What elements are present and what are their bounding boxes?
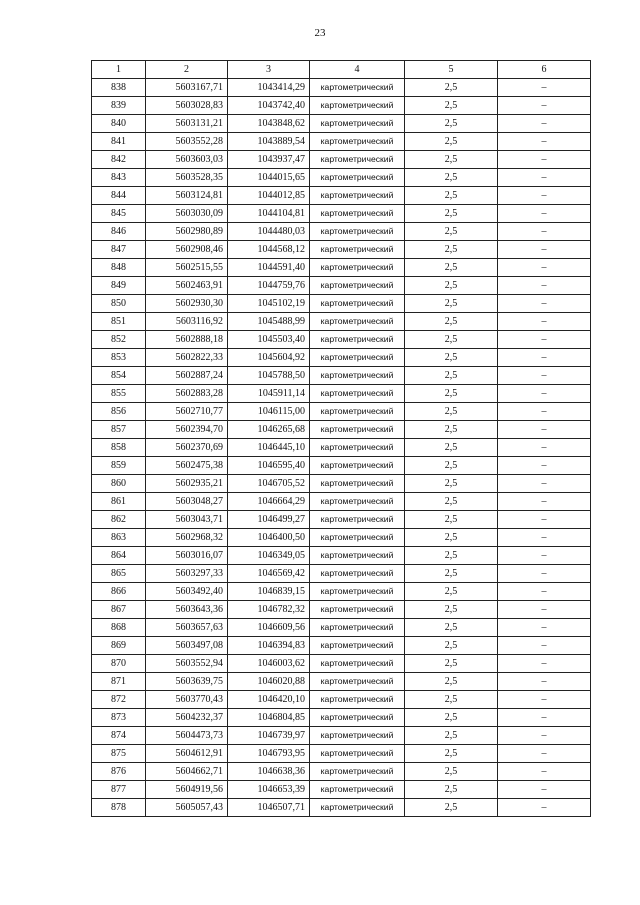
method-cell: картометрический [310,403,405,421]
x-coordinate-cell: 5602968,32 [146,529,228,547]
y-coordinate-cell: 1046653,39 [228,781,310,799]
accuracy-cell: 2,5 [405,475,498,493]
accuracy-cell: 2,5 [405,133,498,151]
point-number-cell: 859 [92,457,146,475]
note-cell: – [498,385,591,403]
accuracy-cell: 2,5 [405,781,498,799]
x-coordinate-cell: 5603603,03 [146,151,228,169]
method-cell: картометрический [310,439,405,457]
note-cell: – [498,511,591,529]
x-coordinate-cell: 5605057,43 [146,799,228,817]
table-row [92,331,591,349]
method-cell: картометрический [310,709,405,727]
table-row [92,133,591,151]
y-coordinate-cell: 1046499,27 [228,511,310,529]
accuracy-cell: 2,5 [405,673,498,691]
table-row [92,637,591,655]
accuracy-cell: 2,5 [405,313,498,331]
table-row [92,799,591,817]
y-coordinate-cell: 1045488,99 [228,313,310,331]
table-row [92,727,591,745]
y-coordinate-cell: 1044015,65 [228,169,310,187]
method-cell: картометрический [310,457,405,475]
x-coordinate-cell: 5603030,09 [146,205,228,223]
table-row [92,169,591,187]
table-row [92,259,591,277]
x-coordinate-cell: 5603639,75 [146,673,228,691]
method-cell: картометрический [310,727,405,745]
point-number-cell: 844 [92,187,146,205]
coordinates-table [91,60,591,817]
method-cell: картометрический [310,565,405,583]
accuracy-cell: 2,5 [405,241,498,259]
y-coordinate-cell: 1046420,10 [228,691,310,709]
accuracy-cell: 2,5 [405,727,498,745]
x-coordinate-cell: 5603770,43 [146,691,228,709]
x-coordinate-cell: 5602822,33 [146,349,228,367]
note-cell: – [498,187,591,205]
method-cell: картометрический [310,313,405,331]
point-number-cell: 858 [92,439,146,457]
x-coordinate-cell: 5602935,21 [146,475,228,493]
point-number-cell: 878 [92,799,146,817]
point-number-cell: 840 [92,115,146,133]
table-row [92,457,591,475]
y-coordinate-cell: 1045604,92 [228,349,310,367]
point-number-cell: 838 [92,79,146,97]
note-cell: – [498,313,591,331]
table-row [92,79,591,97]
y-coordinate-cell: 1046115,00 [228,403,310,421]
y-coordinate-cell: 1046739,97 [228,727,310,745]
table-row [92,439,591,457]
point-number-cell: 871 [92,673,146,691]
accuracy-cell: 2,5 [405,583,498,601]
accuracy-cell: 2,5 [405,385,498,403]
accuracy-cell: 2,5 [405,601,498,619]
accuracy-cell: 2,5 [405,619,498,637]
method-cell: картометрический [310,421,405,439]
point-number-cell: 870 [92,655,146,673]
x-coordinate-cell: 5604919,56 [146,781,228,799]
y-coordinate-cell: 1046400,50 [228,529,310,547]
table-row [92,691,591,709]
y-coordinate-cell: 1046804,85 [228,709,310,727]
table-row [92,745,591,763]
x-coordinate-cell: 5603552,28 [146,133,228,151]
point-number-cell: 872 [92,691,146,709]
note-cell: – [498,349,591,367]
y-coordinate-cell: 1044012,85 [228,187,310,205]
y-coordinate-cell: 1044568,12 [228,241,310,259]
table-row [92,385,591,403]
accuracy-cell: 2,5 [405,511,498,529]
table-row [92,781,591,799]
point-number-cell: 852 [92,331,146,349]
method-cell: картометрический [310,637,405,655]
point-number-cell: 866 [92,583,146,601]
method-cell: картометрический [310,745,405,763]
note-cell: – [498,421,591,439]
point-number-cell: 850 [92,295,146,313]
accuracy-cell: 2,5 [405,79,498,97]
note-cell: – [498,475,591,493]
accuracy-cell: 2,5 [405,763,498,781]
table-row [92,709,591,727]
method-cell: картометрический [310,331,405,349]
point-number-cell: 864 [92,547,146,565]
point-number-cell: 842 [92,151,146,169]
y-coordinate-cell: 1043848,62 [228,115,310,133]
accuracy-cell: 2,5 [405,421,498,439]
y-coordinate-cell: 1046349,05 [228,547,310,565]
y-coordinate-cell: 1044591,40 [228,259,310,277]
accuracy-cell: 2,5 [405,637,498,655]
x-coordinate-cell: 5604612,91 [146,745,228,763]
x-coordinate-cell: 5604232,37 [146,709,228,727]
accuracy-cell: 2,5 [405,709,498,727]
note-cell: – [498,763,591,781]
table-row [92,547,591,565]
method-cell: картометрический [310,241,405,259]
y-coordinate-cell: 1045911,14 [228,385,310,403]
method-cell: картометрический [310,367,405,385]
x-coordinate-cell: 5603552,94 [146,655,228,673]
column-header: 4 [310,61,405,79]
y-coordinate-cell: 1046569,42 [228,565,310,583]
x-coordinate-cell: 5602908,46 [146,241,228,259]
method-cell: картометрический [310,529,405,547]
x-coordinate-cell: 5604473,73 [146,727,228,745]
accuracy-cell: 2,5 [405,691,498,709]
note-cell: – [498,745,591,763]
point-number-cell: 860 [92,475,146,493]
accuracy-cell: 2,5 [405,457,498,475]
page-number: 23 [314,27,326,39]
y-coordinate-cell: 1044104,81 [228,205,310,223]
point-number-cell: 854 [92,367,146,385]
y-coordinate-cell: 1046839,15 [228,583,310,601]
accuracy-cell: 2,5 [405,367,498,385]
y-coordinate-cell: 1043937,47 [228,151,310,169]
table-row [92,187,591,205]
point-number-cell: 839 [92,97,146,115]
point-number-cell: 848 [92,259,146,277]
x-coordinate-cell: 5602980,89 [146,223,228,241]
point-number-cell: 868 [92,619,146,637]
method-cell: картометрический [310,151,405,169]
y-coordinate-cell: 1045102,19 [228,295,310,313]
note-cell: – [498,673,591,691]
table-row [92,655,591,673]
table-row [92,475,591,493]
accuracy-cell: 2,5 [405,403,498,421]
x-coordinate-cell: 5602463,91 [146,277,228,295]
accuracy-cell: 2,5 [405,223,498,241]
table-row [92,403,591,421]
y-coordinate-cell: 1044759,76 [228,277,310,295]
accuracy-cell: 2,5 [405,547,498,565]
column-header: 3 [228,61,310,79]
table-row [92,565,591,583]
accuracy-cell: 2,5 [405,529,498,547]
y-coordinate-cell: 1046003,62 [228,655,310,673]
y-coordinate-cell: 1046638,36 [228,763,310,781]
table-row [92,151,591,169]
x-coordinate-cell: 5603492,40 [146,583,228,601]
x-coordinate-cell: 5603657,63 [146,619,228,637]
method-cell: картометрический [310,133,405,151]
x-coordinate-cell: 5602888,18 [146,331,228,349]
x-coordinate-cell: 5603497,08 [146,637,228,655]
table-row [92,763,591,781]
note-cell: – [498,277,591,295]
table-row [92,349,591,367]
x-coordinate-cell: 5603043,71 [146,511,228,529]
point-number-cell: 851 [92,313,146,331]
method-cell: картометрический [310,547,405,565]
table-row [92,223,591,241]
note-cell: – [498,781,591,799]
y-coordinate-cell: 1046445,10 [228,439,310,457]
y-coordinate-cell: 1046782,32 [228,601,310,619]
point-number-cell: 863 [92,529,146,547]
table-row [92,367,591,385]
x-coordinate-cell: 5602515,55 [146,259,228,277]
method-cell: картометрический [310,223,405,241]
accuracy-cell: 2,5 [405,745,498,763]
point-number-cell: 865 [92,565,146,583]
point-number-cell: 869 [92,637,146,655]
note-cell: – [498,97,591,115]
y-coordinate-cell: 1045788,50 [228,367,310,385]
note-cell: – [498,439,591,457]
note-cell: – [498,565,591,583]
note-cell: – [498,403,591,421]
x-coordinate-cell: 5603528,35 [146,169,228,187]
y-coordinate-cell: 1046793,95 [228,745,310,763]
point-number-cell: 874 [92,727,146,745]
method-cell: картометрический [310,673,405,691]
accuracy-cell: 2,5 [405,295,498,313]
table-row [92,277,591,295]
y-coordinate-cell: 1046020,88 [228,673,310,691]
accuracy-cell: 2,5 [405,151,498,169]
table-row [92,673,591,691]
table-row [92,529,591,547]
point-number-cell: 846 [92,223,146,241]
table-body [92,79,591,817]
method-cell: картометрический [310,619,405,637]
point-number-cell: 875 [92,745,146,763]
table-row [92,511,591,529]
x-coordinate-cell: 5603116,92 [146,313,228,331]
table-row [92,583,591,601]
method-cell: картометрический [310,205,405,223]
x-coordinate-cell: 5603167,71 [146,79,228,97]
point-number-cell: 857 [92,421,146,439]
column-header: 5 [405,61,498,79]
method-cell: картометрический [310,277,405,295]
method-cell: картометрический [310,169,405,187]
note-cell: – [498,637,591,655]
point-number-cell: 873 [92,709,146,727]
note-cell: – [498,223,591,241]
table-row [92,115,591,133]
note-cell: – [498,655,591,673]
table-row [92,97,591,115]
method-cell: картометрический [310,259,405,277]
method-cell: картометрический [310,763,405,781]
note-cell: – [498,601,591,619]
note-cell: – [498,799,591,817]
note-cell: – [498,547,591,565]
x-coordinate-cell: 5604662,71 [146,763,228,781]
accuracy-cell: 2,5 [405,205,498,223]
note-cell: – [498,457,591,475]
table-row [92,241,591,259]
method-cell: картометрический [310,349,405,367]
point-number-cell: 841 [92,133,146,151]
x-coordinate-cell: 5602887,24 [146,367,228,385]
method-cell: картометрический [310,655,405,673]
y-coordinate-cell: 1046705,52 [228,475,310,493]
x-coordinate-cell: 5602883,28 [146,385,228,403]
accuracy-cell: 2,5 [405,115,498,133]
y-coordinate-cell: 1046664,29 [228,493,310,511]
y-coordinate-cell: 1046609,56 [228,619,310,637]
point-number-cell: 855 [92,385,146,403]
table-row [92,295,591,313]
method-cell: картометрический [310,799,405,817]
x-coordinate-cell: 5603131,21 [146,115,228,133]
y-coordinate-cell: 1043889,54 [228,133,310,151]
method-cell: картометрический [310,511,405,529]
table-row [92,205,591,223]
y-coordinate-cell: 1044480,03 [228,223,310,241]
method-cell: картометрический [310,115,405,133]
accuracy-cell: 2,5 [405,169,498,187]
note-cell: – [498,727,591,745]
accuracy-cell: 2,5 [405,439,498,457]
note-cell: – [498,493,591,511]
method-cell: картометрический [310,691,405,709]
accuracy-cell: 2,5 [405,187,498,205]
x-coordinate-cell: 5602475,38 [146,457,228,475]
x-coordinate-cell: 5603297,33 [146,565,228,583]
column-header: 2 [146,61,228,79]
method-cell: картометрический [310,295,405,313]
y-coordinate-cell: 1043414,29 [228,79,310,97]
y-coordinate-cell: 1046507,71 [228,799,310,817]
accuracy-cell: 2,5 [405,97,498,115]
y-coordinate-cell: 1043742,40 [228,97,310,115]
table-row [92,313,591,331]
point-number-cell: 853 [92,349,146,367]
point-number-cell: 845 [92,205,146,223]
column-header: 6 [498,61,591,79]
method-cell: картометрический [310,475,405,493]
note-cell: – [498,169,591,187]
y-coordinate-cell: 1046595,40 [228,457,310,475]
x-coordinate-cell: 5602930,30 [146,295,228,313]
note-cell: – [498,619,591,637]
x-coordinate-cell: 5603124,81 [146,187,228,205]
x-coordinate-cell: 5602370,69 [146,439,228,457]
point-number-cell: 847 [92,241,146,259]
method-cell: картометрический [310,97,405,115]
x-coordinate-cell: 5602710,77 [146,403,228,421]
table-row [92,421,591,439]
table-header-row [92,61,591,79]
point-number-cell: 877 [92,781,146,799]
accuracy-cell: 2,5 [405,493,498,511]
accuracy-cell: 2,5 [405,565,498,583]
note-cell: – [498,709,591,727]
note-cell: – [498,529,591,547]
note-cell: – [498,331,591,349]
point-number-cell: 861 [92,493,146,511]
table-row [92,619,591,637]
x-coordinate-cell: 5603048,27 [146,493,228,511]
note-cell: – [498,133,591,151]
method-cell: картометрический [310,79,405,97]
accuracy-cell: 2,5 [405,655,498,673]
note-cell: – [498,295,591,313]
y-coordinate-cell: 1045503,40 [228,331,310,349]
point-number-cell: 849 [92,277,146,295]
method-cell: картометрический [310,583,405,601]
accuracy-cell: 2,5 [405,259,498,277]
x-coordinate-cell: 5603028,83 [146,97,228,115]
accuracy-cell: 2,5 [405,799,498,817]
method-cell: картометрический [310,187,405,205]
method-cell: картометрический [310,601,405,619]
note-cell: – [498,241,591,259]
note-cell: – [498,151,591,169]
method-cell: картометрический [310,781,405,799]
note-cell: – [498,691,591,709]
point-number-cell: 876 [92,763,146,781]
method-cell: картометрический [310,385,405,403]
note-cell: – [498,367,591,385]
note-cell: – [498,79,591,97]
accuracy-cell: 2,5 [405,331,498,349]
note-cell: – [498,583,591,601]
note-cell: – [498,259,591,277]
method-cell: картометрический [310,493,405,511]
note-cell: – [498,205,591,223]
column-header: 1 [92,61,146,79]
y-coordinate-cell: 1046394,83 [228,637,310,655]
point-number-cell: 867 [92,601,146,619]
y-coordinate-cell: 1046265,68 [228,421,310,439]
point-number-cell: 856 [92,403,146,421]
point-number-cell: 843 [92,169,146,187]
accuracy-cell: 2,5 [405,277,498,295]
x-coordinate-cell: 5603016,07 [146,547,228,565]
note-cell: – [498,115,591,133]
point-number-cell: 862 [92,511,146,529]
accuracy-cell: 2,5 [405,349,498,367]
table-row [92,601,591,619]
x-coordinate-cell: 5602394,70 [146,421,228,439]
table-row [92,493,591,511]
x-coordinate-cell: 5603643,36 [146,601,228,619]
